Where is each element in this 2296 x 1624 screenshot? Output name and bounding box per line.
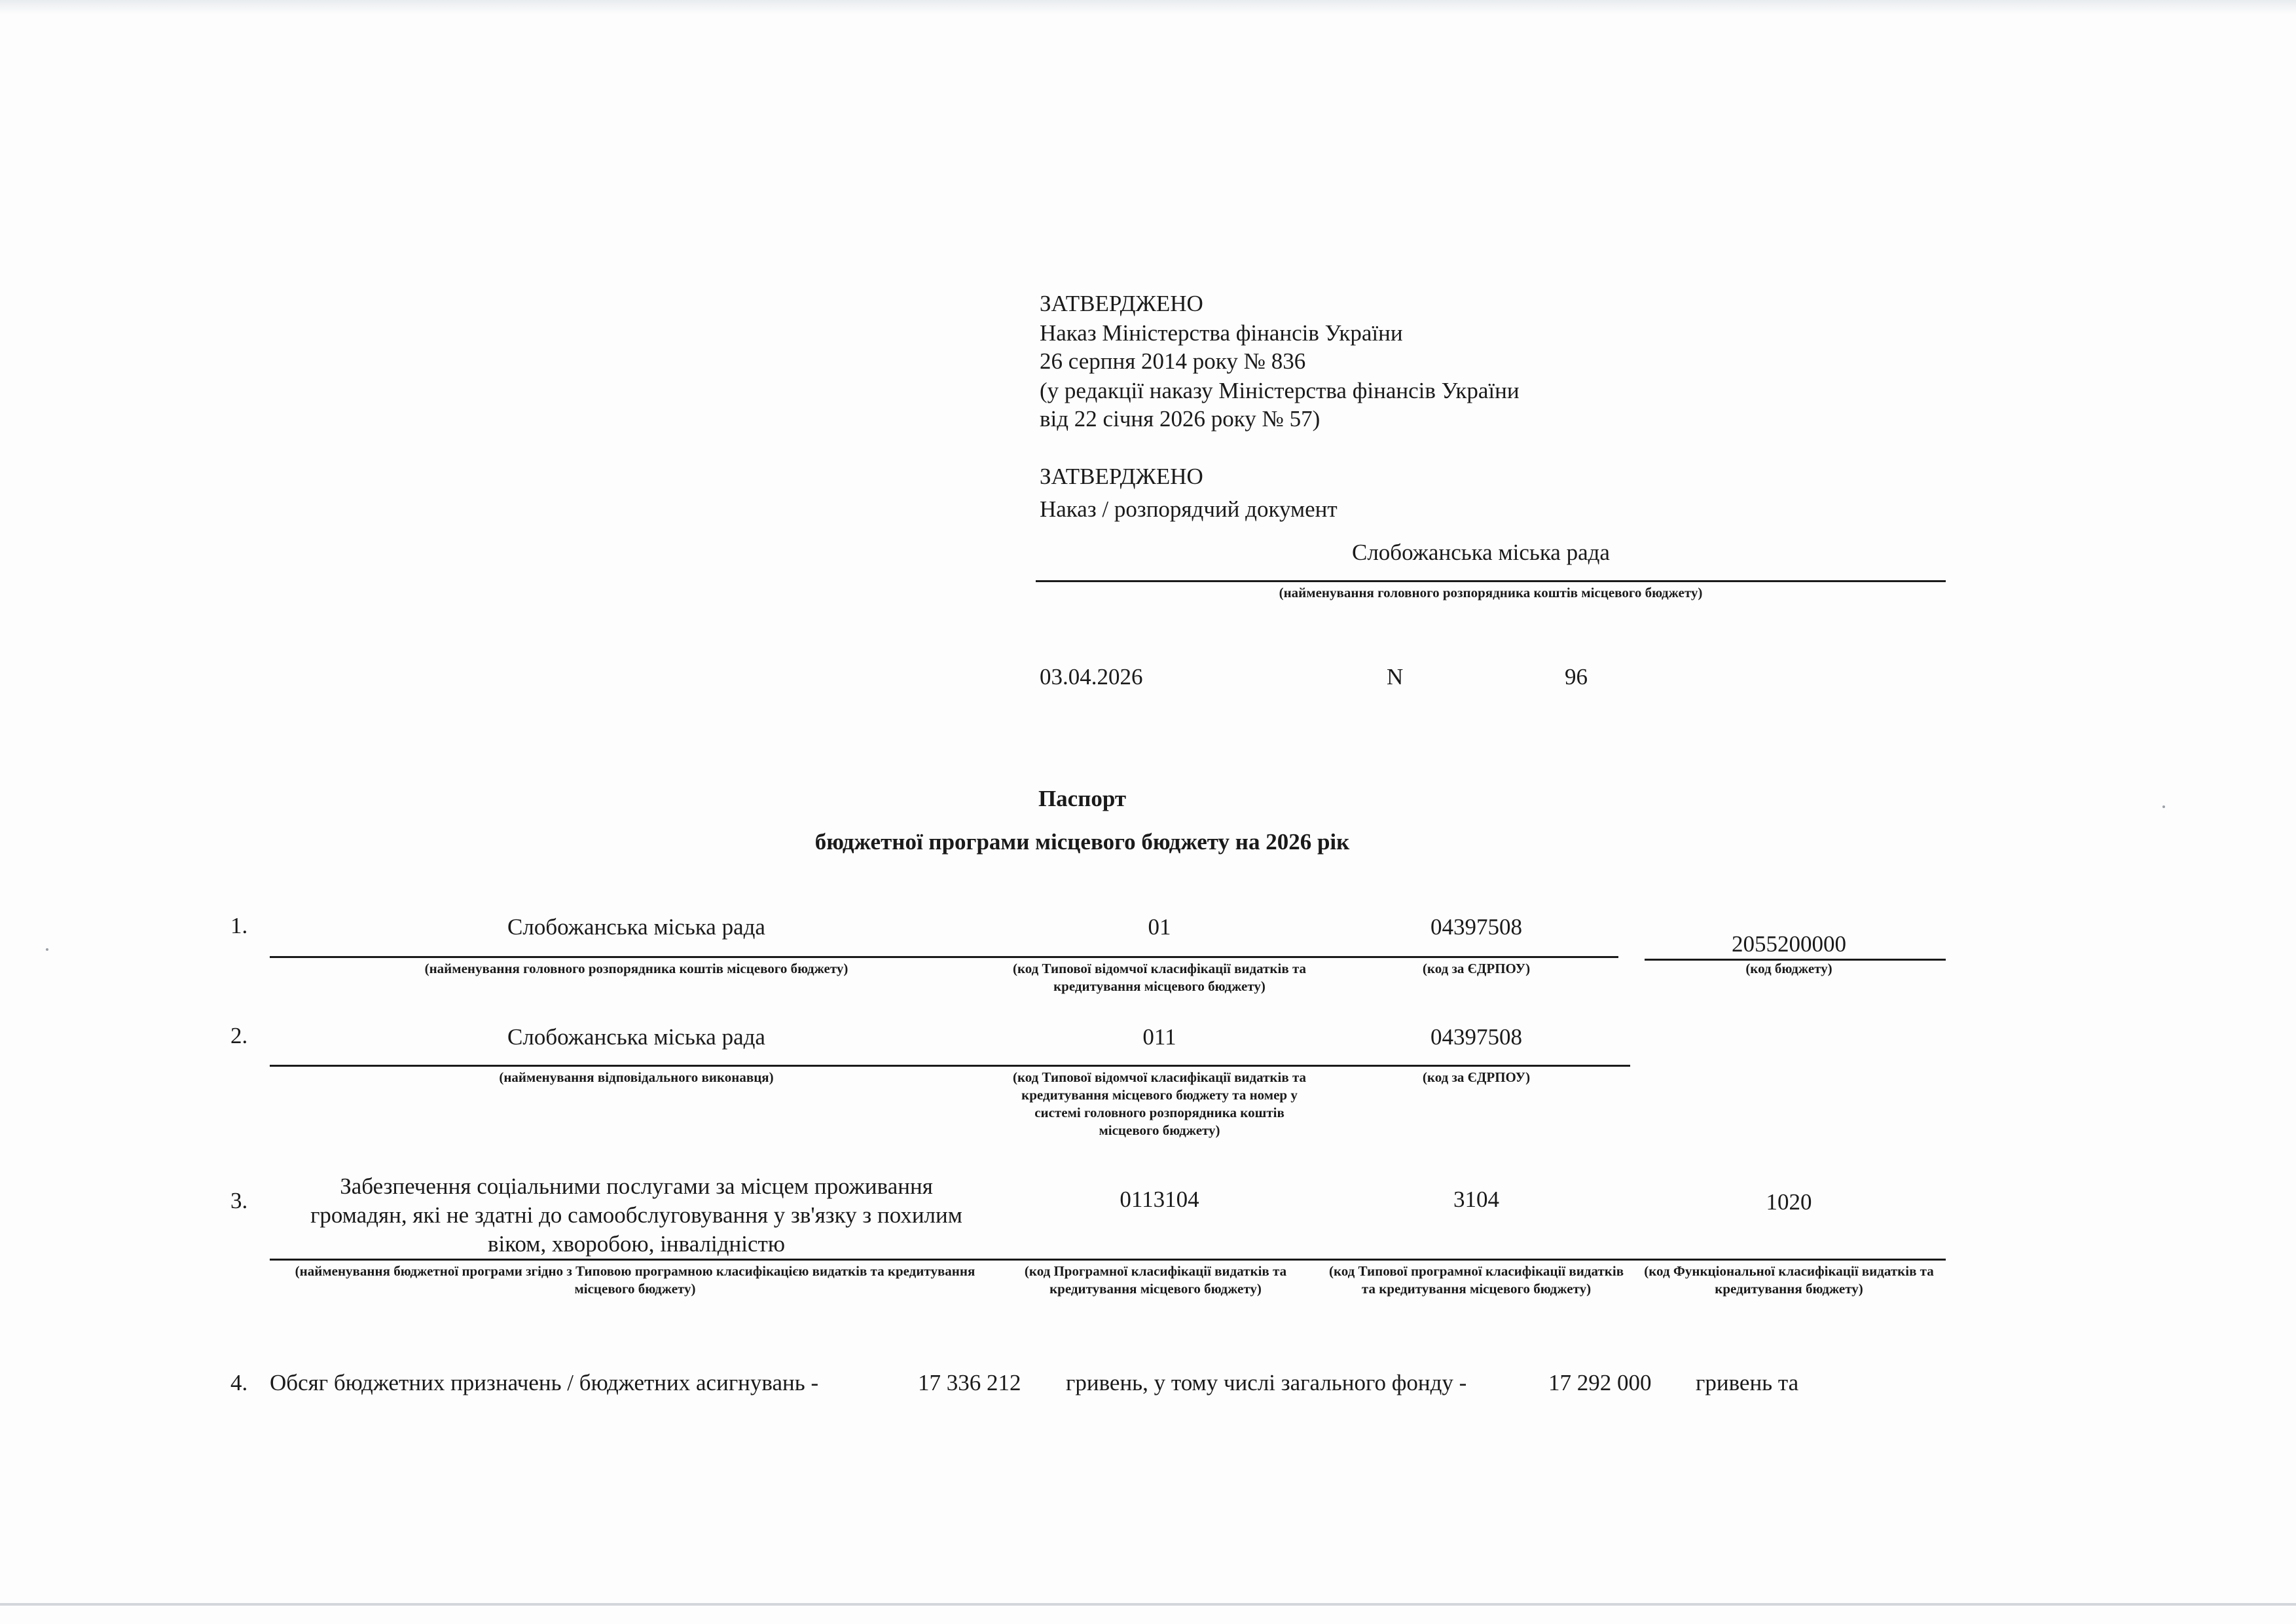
row1-caption-name: (найменування головного розпорядника коштів місцевого бюджету)	[424, 961, 848, 976]
row1-edrpou: 04397508	[1430, 914, 1522, 940]
row3-caption-functional: (код Функціональної класифікації видатків та кредитування бюджету)	[1644, 1263, 1934, 1297]
row3-functional-code: 1020	[1766, 1189, 1812, 1215]
scan-speck	[46, 948, 48, 951]
scan-speck	[2162, 805, 2165, 808]
row1-underline	[270, 956, 1618, 958]
doc-title: Паспорт	[1038, 786, 1127, 811]
approval2-org-underline	[1036, 580, 1946, 582]
row3-caption-name: (найменування бюджетної програми згідно з Типовою програмною класифікацією видатків та кредитування місцевого бюджету)	[295, 1263, 975, 1297]
approval1-line3: 26 серпня 2014 року № 836	[1040, 348, 1306, 374]
row1-code: 01	[1148, 914, 1171, 940]
row3-caption-program: (код Програмної класифікації видатків та кредитування місцевого бюджету)	[1024, 1263, 1287, 1297]
row2-name: Слобожанська міська рада	[507, 1024, 765, 1050]
approval2-org-name: Слобожанська міська рада	[1352, 540, 1610, 565]
row2-code: 011	[1142, 1024, 1176, 1050]
scan-edge-bottom	[0, 1603, 2296, 1606]
order-n-label: N	[1387, 664, 1404, 690]
row1-caption-edrpou: (код за ЄДРПОУ)	[1422, 961, 1531, 976]
doc-subtitle: бюджетної програми місцевого бюджету на 2026 рік	[814, 829, 1350, 855]
row1-caption-code: (код Типової відомчої класифікації видатків та кредитування місцевого бюджету)	[1012, 961, 1307, 994]
row4-general: 17 292 000	[1548, 1370, 1652, 1395]
row4-tail: гривень та	[1696, 1370, 1799, 1395]
row1-budget-code: 2055200000	[1732, 931, 1846, 957]
row3-name-line3: віком, хворобою, інвалідністю	[488, 1231, 785, 1257]
row2-caption-name: (найменування відповідального виконавця)	[499, 1069, 774, 1085]
row3-caption-typical: (код Типової програмної класифікації видатків та кредитування місцевого бюджету)	[1328, 1263, 1624, 1297]
row2-caption-code: (код Типової відомчої класифікації видатків та кредитування місцевого бюджету та номер у системі головного розпорядника коштів місцевого бюджету)	[1012, 1069, 1307, 1138]
approval1-line5: від 22 січня 2026 року № 57)	[1040, 406, 1321, 432]
row3-underline	[270, 1259, 1946, 1261]
row3-typical-code: 3104	[1453, 1187, 1499, 1212]
order-date: 03.04.2026	[1040, 664, 1143, 690]
scan-edge-top	[0, 0, 2296, 14]
row2-number: 2.	[230, 1023, 248, 1048]
row4-mid: гривень, у тому числі загального фонду -	[1066, 1370, 1467, 1395]
approval1-line1: ЗАТВЕРДЖЕНО	[1040, 291, 1203, 316]
approval2-org-caption: (найменування головного розпорядника коштів місцевого бюджету)	[1279, 585, 1703, 600]
row2-caption-edrpou: (код за ЄДРПОУ)	[1422, 1069, 1531, 1085]
row2-underline	[270, 1065, 1630, 1067]
approval1-line4: (у редакції наказу Міністерства фінансів України	[1040, 378, 1520, 403]
row2-edrpou: 04397508	[1430, 1024, 1522, 1050]
row4-total: 17 336 212	[918, 1370, 1021, 1395]
row1-caption-budget: (код бюджету)	[1745, 961, 1832, 976]
order-number: 96	[1565, 664, 1588, 690]
approval1-line2: Наказ Міністерства фінансів України	[1040, 320, 1403, 346]
row1-number: 1.	[230, 913, 248, 938]
row3-name-line1: Забезпечення соціальними послугами за місцем проживання	[340, 1173, 933, 1199]
row1-name: Слобожанська міська рада	[507, 914, 765, 940]
row4-label: Обсяг бюджетних призначень / бюджетних асигнувань -	[270, 1370, 819, 1395]
row3-number: 3.	[230, 1188, 248, 1213]
row3-program-code: 0113104	[1120, 1187, 1199, 1212]
approval2-line2: Наказ / розпорядчий документ	[1040, 496, 1338, 522]
row4-number: 4.	[230, 1370, 248, 1395]
row3-name-line2: громадян, які не здатні до самообслуговування у зв'язку з похилим	[310, 1202, 962, 1228]
approval2-line1: ЗАТВЕРДЖЕНО	[1040, 464, 1203, 489]
